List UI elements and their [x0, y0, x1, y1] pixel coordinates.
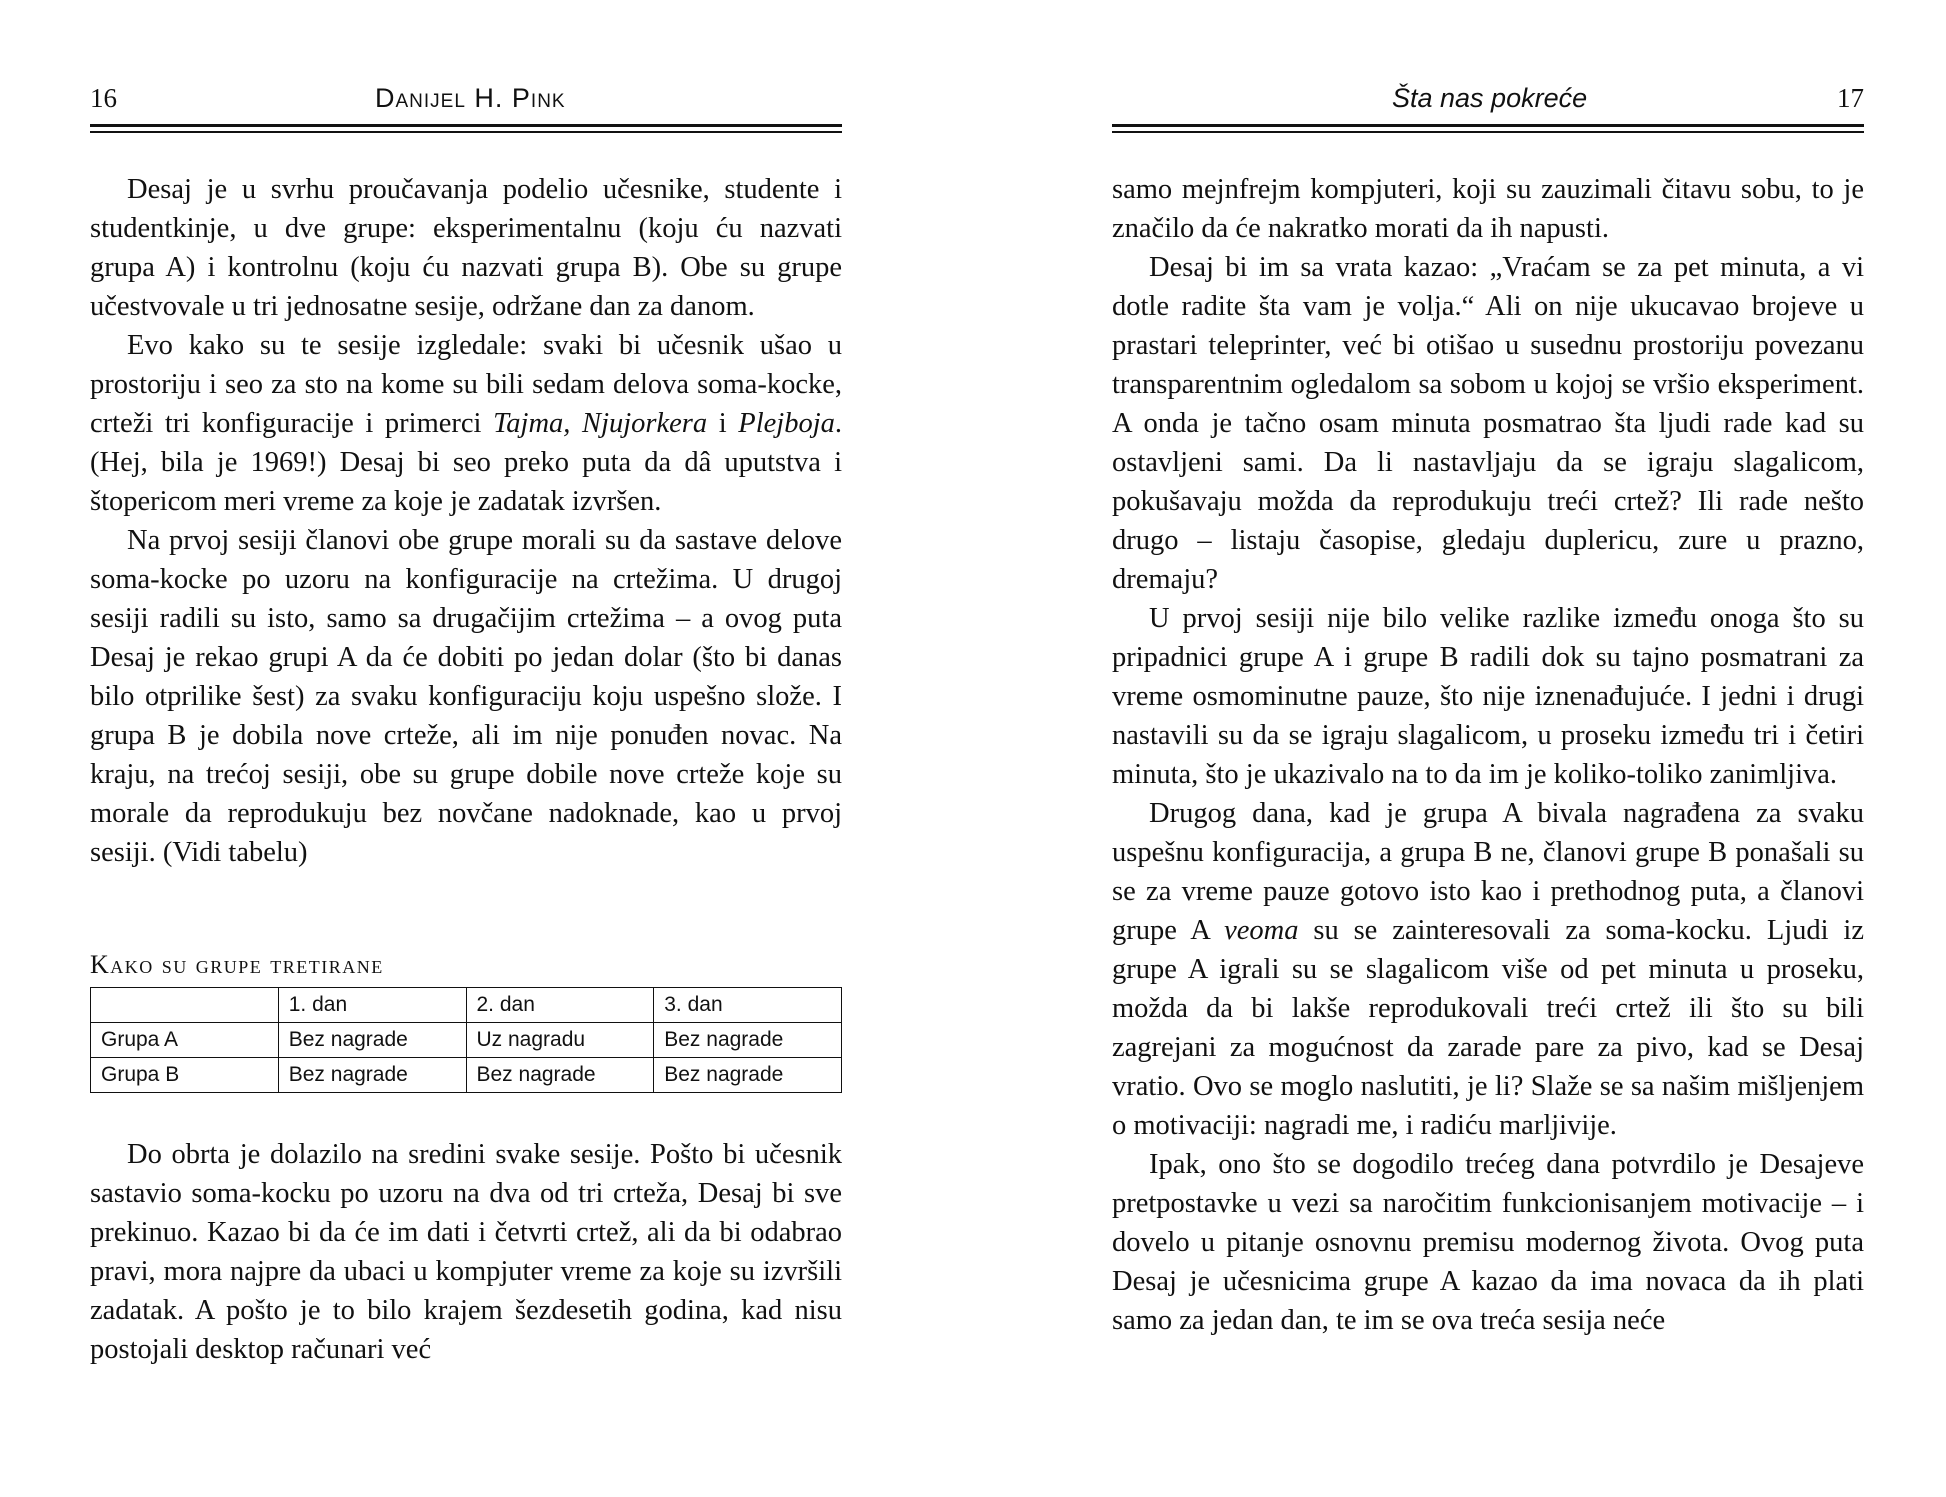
paragraph: samo mejnfrejm kompjuteri, koji su zauzimali čitavu sobu, to je značilo da će nakratko morati da ih napusti. — [1112, 174, 1864, 244]
table-cell: Grupa A — [91, 1023, 279, 1058]
running-head-author: Danijel H. Pink — [375, 83, 566, 113]
table-header-cell: 1. dan — [278, 988, 466, 1023]
paragraph: Desaj bi im sa vrata kazao: „Vraćam se za pet minuta, a vi dotle radite šta vam je volja.“ Ali on nije ukucavao brojeve u prastari teleprinter, već bi otišao u susednu prostoriju povezanu transparentnim ogledalom sa sobom u kojoj se vršio eksperiment. A onda je tačno osam minuta posmatrao šta ljudi rade kad su ostavljeni sami. Da li nastavljaju da se igraju slagalicom, pokušavaju možda da reprodukuju treći crtež? Ili rade nešto drugo – listaju časopise, gledaju duplericu, zure u prazno, dremaju? — [1112, 252, 1864, 595]
paragraph: U prvoj sesiji nije bilo velike razlike između onoga što su pripadnici grupe A i grupe B radili dok su tajno posmatrani za vreme osmominutne pauze, što nije iznenađujuće. I jedni i drugi nastavili su da se igraju slagalicom, u proseku između tri i četiri minuta, što je ukazivalo na to da im je koliko-toliko zanimljiva. — [1112, 603, 1864, 790]
table-header-cell: 3. dan — [654, 988, 842, 1023]
right-page — [1112, 0, 1864, 1497]
text-run: i — [707, 408, 739, 439]
body-text-top — [90, 170, 842, 872]
paragraph: Desaj je u svrhu proučavanja podelio učesnike, studente i studentkinje, u dve grupe: eksperimentalnu (koju ću nazvati grupa A) i kontrolnu (koju ću nazvati grupa B). Obe su grupe učestvovale u tri jednosatne sesije, održane dan za danom. — [90, 174, 842, 322]
table-cell: Bez nagrade — [278, 1023, 466, 1058]
italic-run: veoma — [1224, 915, 1299, 946]
italic-run: Plejboja — [738, 408, 835, 439]
text-run: su se zainteresovali za soma-kocku. Ljudi iz grupe A igrali su se slagalicom više od pet minuta u proseku, možda da bi lakše reprodukovali treći crtež ili što su bili zagrejani za mogućnost da zarade pare za pivo, kad se Desaj vratio. Ovo se moglo naslutiti, je li? Slaže se sa našim mišljenjem o motivaciji: nagradi me, i radiću marljivije. — [1112, 915, 1865, 1141]
table-cell: Bez nagrade — [466, 1058, 654, 1093]
table-cell: Grupa B — [91, 1058, 279, 1093]
text-run: Evo kako su te sesije izgledale: svaki bi učesnik ušao u prostoriju i seo za sto na kome su bili sedam delova soma-kocke, crteži tri konfiguracije i primerci — [90, 330, 842, 439]
table-cell: Uz nagradu — [466, 1023, 654, 1058]
header-rule-left — [90, 124, 842, 133]
table-header-row — [91, 988, 842, 1023]
paragraph: Ipak, ono što se dogodilo trećeg dana potvrdilo je Desajeve pretpostavke u vezi sa naročitim funkcionisanjem motivacije – i dovelo u pitanje osnovnu premisu modernog života. Ovog puta Desaj je učesnicima grupe A kazao da ima novaca da ih plati samo za jedan dan, te im se ova treća sesija neće — [1112, 1149, 1864, 1336]
paragraph — [1112, 794, 1864, 1145]
table-header-cell: 2. dan — [466, 988, 654, 1023]
table-caption: Kako su grupe tretirane — [90, 950, 384, 979]
table-cell: Bez nagrade — [654, 1058, 842, 1093]
page-header-right — [1112, 78, 1864, 118]
table-header-cell — [91, 988, 279, 1023]
body-text-right — [1112, 170, 1864, 1340]
header-rule-right — [1112, 124, 1864, 133]
text-run: . (Hej, bila je 1969!) Desaj bi seo preko puta da dâ uputstva i štopericom meri vreme za koje je zadatak izvršen. — [90, 408, 842, 517]
paragraph — [90, 326, 842, 521]
running-head-title: Šta nas pokreće — [1392, 83, 1588, 113]
paragraph: Na prvoj sesiji članovi obe grupe morali su da sastave delove soma-kocke po uzoru na konfiguracije na crtežima. U drugoj sesiji radili su isto, samo sa drugačijim crtežima – a ovog puta Desaj je rekao grupi A da će dobiti po jedan dolar (što bi danas bilo otprilike šest) za svaku konfiguraciju koju uspešno slože. I grupa B je dobila nove crteže, ali im nije ponuđen novac. Na kraju, na trećoj sesiji, obe su grupe dobile nove crteže koje su morale da reprodukuju bez novčane nadoknade, kao u prvoj sesiji. (Vidi tabelu) — [90, 525, 842, 868]
left-page — [90, 0, 842, 1497]
table-cell: Bez nagrade — [278, 1058, 466, 1093]
italic-run: Tajma, Njujorkera — [493, 408, 708, 439]
table-row — [91, 1058, 842, 1093]
table-cell: Bez nagrade — [654, 1023, 842, 1058]
page-number-left: 16 — [90, 83, 117, 113]
body-text-bottom — [90, 1135, 842, 1369]
page-number-right: 17 — [1837, 83, 1864, 113]
table-row — [91, 1023, 842, 1058]
treatment-table — [90, 987, 842, 1093]
text-run: Drugog dana, kad je grupa A bivala nagrađena za svaku uspešnu konfiguracija, a grupa B ne, članovi grupe B ponašali su se za vreme pauze gotovo isto kao i prethodnog puta, a članovi grupe A — [1112, 798, 1864, 946]
page-header-left — [90, 78, 842, 118]
paragraph: Do obrta je dolazilo na sredini svake sesije. Pošto bi učesnik sastavio soma-kocku po uzoru na dva od tri crteža, Desaj bi sve prekinuo. Kazao bi da će im dati i četvrti crtež, ali da bi odabrao pravi, mora najpre da ubaci u kompjuter vreme za koje su izvršili zadatak. A pošto je to bilo krajem šezdesetih godina, kad nisu postojali desktop računari već — [90, 1139, 842, 1365]
